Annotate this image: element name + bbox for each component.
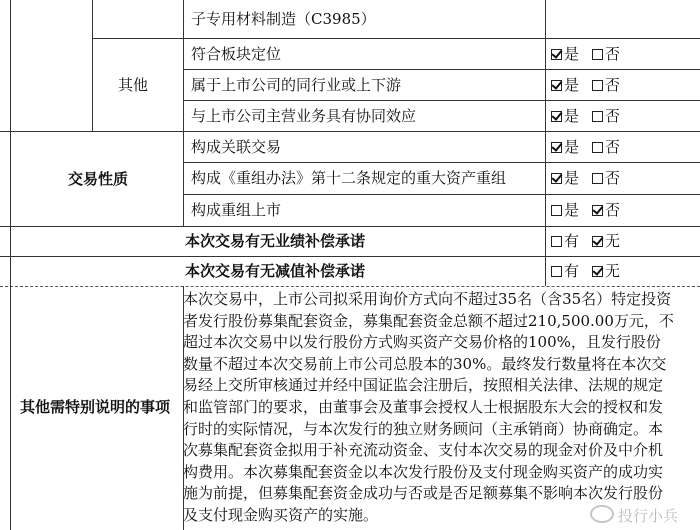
checked-box-icon[interactable] [551,142,562,153]
notes-line: 施为前提，但募集配套资金成功与否或是否足额募集不影响本次发行股份 [183,484,664,503]
notes-line: 者发行股份募集配套资金，募集配套资金总额不超过210,500.00万元，不 [183,311,674,330]
option-yes[interactable]: 是 [551,105,579,127]
other-item-label: 与上市公司主营业务具有协同效应 [191,107,417,125]
option-no[interactable]: 否 [592,105,620,127]
rule [0,131,700,132]
option-yes[interactable]: 有 [551,230,579,252]
notes-paragraph [183,289,700,527]
trade-item-label: 构成重组上市 [191,201,282,219]
option-no[interactable]: 否 [592,167,620,189]
option-no[interactable]: 无 [592,260,620,282]
checked-box-icon[interactable] [592,236,603,247]
option-yes[interactable]: 是 [551,74,579,96]
notes-label: 其他需特别说明的事项 [20,398,171,416]
notes-line: 及支付现金购买资产的实施。 [183,505,379,524]
checked-box-icon[interactable] [551,173,562,184]
other-item-label: 属于上市公司的同行业或上下游 [191,76,402,94]
option-yes[interactable]: 是 [551,136,579,158]
checked-box-icon[interactable] [551,49,562,60]
notes-line: 超过本次交易中以发行股份方式购买资产交易价格的100%，且发行股份 [183,333,661,352]
unchecked-box-icon[interactable] [592,49,603,60]
other-item-label: 符合板块定位 [191,45,282,63]
weibo-icon [590,505,614,523]
rule [183,162,700,163]
rule [10,0,11,530]
industry-code-text: 子专用材料制造（C3985） [191,10,376,28]
unchecked-box-icon[interactable] [592,173,603,184]
checked-box-icon[interactable] [592,205,603,216]
unchecked-box-icon[interactable] [551,205,562,216]
rule [0,226,700,227]
option-yes[interactable]: 有 [551,260,579,282]
rule [183,0,184,226]
trade-item-label: 构成关联交易 [191,138,282,156]
unchecked-box-icon[interactable] [592,111,603,122]
checked-box-icon[interactable] [551,111,562,122]
option-no[interactable]: 否 [592,136,620,158]
option-no[interactable]: 否 [592,199,620,221]
checked-box-icon[interactable] [551,80,562,91]
notes-line: 行时的实际情况，与本次发行的独立财务顾问（主承销商）协商确定。本 [183,419,664,438]
notes-line: 本次交易中，上市公司拟采用询价方式向不超过35名（含35名）特定投资 [183,290,672,308]
unchecked-box-icon[interactable] [592,142,603,153]
option-yes[interactable]: 是 [551,199,579,221]
unchecked-box-icon[interactable] [551,266,562,277]
notes-line: 构费用。本次募集配套资金以本次发行股份及支付现金购买资产的成功实 [183,462,664,481]
unchecked-box-icon[interactable] [551,236,562,247]
rule [545,0,546,286]
rule [183,100,700,101]
option-yes[interactable]: 是 [551,167,579,189]
rule [0,256,700,257]
option-no[interactable]: 无 [592,230,620,252]
performance-commitment-label: 本次交易有无业绩补偿承诺 [185,232,366,250]
option-yes[interactable]: 是 [551,43,579,65]
impairment-commitment-label: 本次交易有无减值补偿承诺 [185,262,366,280]
notes-line: 数量不超过本次交易前上市公司总股本的30%。最终发行数量将在本次交 [183,354,667,373]
rule [92,0,93,132]
notes-line: 和监管部门的要求，由董事会及董事会授权人士根据股东大会的授权和发 [183,397,664,416]
watermark: 投行小兵 [590,505,678,526]
trade-nature-label: 交易性质 [68,170,129,188]
notes-line: 次募集配套资金拟用于补充流动资金、支付本次交易的现金对价及中介机 [183,441,664,460]
rule [183,194,700,195]
option-no[interactable]: 否 [592,74,620,96]
unchecked-box-icon[interactable] [592,80,603,91]
rule [0,286,700,287]
trade-item-label: 构成《重组办法》第十二条规定的重大资产重组 [191,169,507,187]
option-no[interactable]: 否 [592,43,620,65]
rule [183,69,700,70]
other-group-label: 其他 [118,76,149,94]
checked-box-icon[interactable] [592,266,603,277]
notes-line: 易经上交所审核通过并经中国证监会注册后，按照相关法律、法规的规定 [183,376,664,395]
